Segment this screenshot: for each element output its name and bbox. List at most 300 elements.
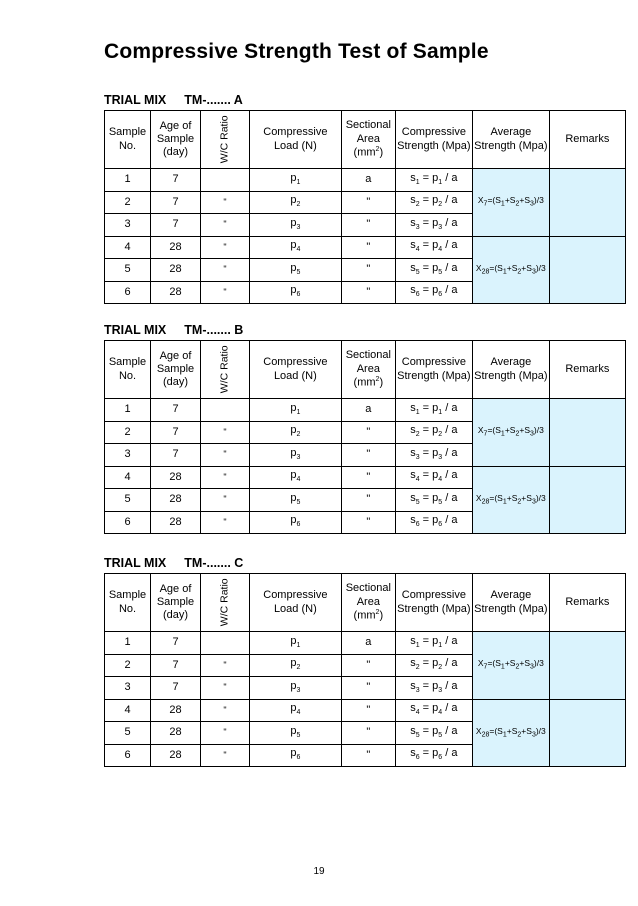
header-sectional-area (341, 574, 395, 632)
equals: = (419, 216, 433, 229)
load-cell (249, 744, 341, 767)
s-subscript: 3 (415, 454, 420, 462)
load-symbol: p (290, 171, 297, 184)
table-row (105, 399, 626, 422)
header-strength-line: Strength (Mpa) (397, 602, 471, 615)
divide-area: / a (442, 724, 458, 737)
ditto-mark: " (223, 196, 227, 207)
p-symbol: p (432, 469, 439, 482)
s-symbol: s (410, 469, 416, 482)
ditto-mark: " (223, 426, 227, 437)
s-symbol: s (410, 424, 416, 437)
equals: = (419, 261, 433, 274)
ditto-mark: " (223, 682, 227, 693)
age-cell: 28 (151, 699, 201, 722)
table-row (105, 236, 626, 259)
avg-close: )/3 (535, 725, 546, 736)
divide-area: / a (442, 679, 458, 692)
avg-close: )/3 (533, 425, 544, 436)
header-age-line: (day) (162, 376, 189, 389)
area-unit-close: ) (379, 609, 384, 622)
area-unit-exp: 2 (375, 145, 380, 153)
table-header-row (105, 111, 626, 169)
ditto-mark: " (223, 219, 227, 230)
divide-area: / a (442, 634, 458, 647)
load-subscript: 4 (296, 246, 301, 254)
p-subscript: 1 (438, 642, 443, 650)
equals: = (419, 747, 433, 760)
avg-x-sub: 7 (483, 663, 488, 671)
divide-area: / a (442, 284, 458, 297)
divide-area: / a (442, 469, 458, 482)
header-age (151, 111, 201, 169)
avg-s3: 3 (531, 731, 536, 739)
p-subscript: 3 (438, 454, 443, 462)
divide-area: / a (442, 194, 458, 207)
avg-s3: 3 (531, 268, 536, 276)
avg-x-sub: 28 (481, 731, 490, 739)
p-symbol: p (432, 261, 439, 274)
wc-ratio-label: W/C Ratio (218, 345, 231, 394)
sample-no-cell: 3 (105, 214, 151, 237)
avg-close: )/3 (533, 658, 544, 669)
area-unit-exp: 2 (375, 608, 380, 616)
trial-mix-text: TRIAL MIX (104, 93, 167, 107)
wc-ratio-cell (201, 511, 250, 534)
remarks-cell (549, 236, 625, 304)
header-age-line: Age of (159, 582, 192, 595)
s-subscript: 2 (415, 664, 420, 672)
header-compressive-load (249, 574, 341, 632)
avg-s2: 2 (517, 268, 522, 276)
area-cell: " (341, 677, 395, 700)
average-x7-cell (472, 632, 549, 700)
equals: = (419, 239, 433, 252)
wc-ratio-cell (201, 444, 250, 467)
header-wc-ratio (201, 341, 250, 399)
strength-formula-cell (395, 654, 472, 677)
load-cell (249, 281, 341, 304)
remarks-label: Remarks (565, 362, 610, 375)
tm-code: TM-....... A (184, 93, 243, 107)
sample-no-cell: 2 (105, 421, 151, 444)
avg-plus1: +S (506, 262, 518, 273)
load-symbol: p (290, 657, 297, 670)
ditto-mark: " (223, 449, 227, 460)
s-subscript: 1 (415, 642, 420, 650)
strength-formula-cell (395, 214, 472, 237)
header-age-line: Sample (156, 595, 195, 608)
s-symbol: s (410, 514, 416, 527)
avg-plus2: +S (519, 195, 530, 206)
s-subscript: 1 (415, 409, 420, 417)
age-cell: 7 (151, 677, 201, 700)
p-subscript: 4 (438, 709, 443, 717)
wc-ratio-cell (201, 399, 250, 422)
ditto-mark: " (223, 241, 227, 252)
s-subscript: 4 (415, 246, 420, 254)
area-line: Sectional (345, 349, 391, 362)
avg-plus1: +S (506, 492, 518, 503)
area-cell: " (341, 466, 395, 489)
age-cell: 28 (151, 489, 201, 512)
header-compressive-strength (395, 111, 472, 169)
avg-open: =(S (489, 262, 503, 273)
avg-s1: 1 (500, 430, 505, 438)
equals: = (419, 634, 433, 647)
strength-formula-cell (395, 259, 472, 282)
s-symbol: s (410, 702, 416, 715)
header-average-strength (472, 341, 549, 399)
load-symbol: p (290, 634, 297, 647)
equals: = (419, 657, 433, 670)
avg-close: )/3 (535, 492, 546, 503)
header-average-line: Average (490, 356, 532, 369)
wc-ratio-cell (201, 421, 250, 444)
load-symbol: p (290, 261, 297, 274)
header-sample-line: No. (118, 602, 137, 615)
strength-formula-cell (395, 677, 472, 700)
trial-mix-label (104, 556, 243, 570)
header-compressive-load (249, 341, 341, 399)
avg-plus2: +S (521, 262, 532, 273)
area-cell: " (341, 489, 395, 512)
trial-mix-label (104, 93, 243, 107)
header-average-line: Average (490, 589, 532, 602)
p-symbol: p (432, 634, 439, 647)
avg-plus2: +S (521, 492, 532, 503)
ditto-mark: " (223, 727, 227, 738)
divide-area: / a (442, 261, 458, 274)
avg-s1: 1 (502, 498, 507, 506)
sample-no-cell: 1 (105, 169, 151, 192)
page-title: Compressive Strength Test of Sample (104, 40, 489, 63)
ditto-mark: " (223, 264, 227, 275)
sample-no-cell: 2 (105, 654, 151, 677)
p-symbol: p (432, 401, 439, 414)
avg-open: =(S (487, 195, 501, 206)
header-remarks (549, 111, 625, 169)
divide-area: / a (442, 401, 458, 414)
average-x28-cell (472, 236, 549, 304)
load-symbol: p (290, 679, 297, 692)
load-symbol: p (290, 446, 297, 459)
s-symbol: s (410, 747, 416, 760)
p-subscript: 2 (438, 201, 443, 209)
area-line: Area (356, 362, 380, 375)
wc-ratio-cell (201, 214, 250, 237)
sample-no-cell: 3 (105, 677, 151, 700)
remarks-label: Remarks (565, 132, 610, 145)
wc-ratio-cell (201, 259, 250, 282)
strength-formula-cell (395, 421, 472, 444)
load-subscript: 1 (296, 642, 301, 650)
divide-area: / a (442, 747, 458, 760)
ditto-mark: " (223, 516, 227, 527)
s-symbol: s (410, 491, 416, 504)
sample-no-cell: 5 (105, 722, 151, 745)
load-subscript: 2 (296, 201, 301, 209)
load-cell (249, 722, 341, 745)
age-cell: 7 (151, 191, 201, 214)
avg-s3: 3 (530, 200, 534, 208)
s-symbol: s (410, 216, 416, 229)
strength-formula-cell (395, 489, 472, 512)
load-symbol: p (290, 424, 297, 437)
load-symbol: p (290, 401, 297, 414)
ditto-mark: " (223, 471, 227, 482)
s-symbol: s (410, 634, 416, 647)
table-header-row (105, 341, 626, 399)
equals: = (419, 284, 433, 297)
age-cell: 28 (151, 281, 201, 304)
sample-no-cell: 5 (105, 259, 151, 282)
age-cell: 28 (151, 722, 201, 745)
page-number: 19 (313, 866, 325, 877)
header-age-line: (day) (162, 609, 189, 622)
load-symbol: p (290, 491, 297, 504)
ditto-mark: " (223, 286, 227, 297)
s-subscript: 5 (415, 499, 420, 507)
avg-plus2: +S (519, 658, 530, 669)
age-cell: 7 (151, 399, 201, 422)
divide-area: / a (442, 702, 458, 715)
avg-s2: 2 (515, 200, 520, 208)
avg-plus2: +S (521, 725, 532, 736)
p-symbol: p (432, 171, 439, 184)
header-age-line: Sample (156, 362, 195, 375)
divide-area: / a (442, 491, 458, 504)
avg-plus1: +S (506, 725, 518, 736)
header-load-line: Compressive (263, 589, 328, 602)
wc-ratio-cell (201, 699, 250, 722)
avg-close: )/3 (535, 262, 546, 273)
s-subscript: 4 (415, 476, 420, 484)
p-subscript: 5 (438, 269, 443, 277)
p-subscript: 6 (438, 521, 443, 529)
s-symbol: s (410, 239, 416, 252)
avg-close: )/3 (533, 195, 544, 206)
wc-ratio-cell (201, 236, 250, 259)
divide-area: / a (442, 446, 458, 459)
avg-x: X (477, 195, 484, 206)
area-cell: " (341, 236, 395, 259)
avg-s1: 1 (500, 663, 505, 671)
table-row (105, 466, 626, 489)
strength-formula-cell (395, 444, 472, 467)
ditto-mark: " (223, 659, 227, 670)
avg-s3: 3 (530, 430, 534, 438)
header-age (151, 341, 201, 399)
avg-plus1: +S (504, 425, 516, 436)
age-cell: 7 (151, 169, 201, 192)
age-cell: 7 (151, 654, 201, 677)
p-symbol: p (432, 702, 439, 715)
avg-plus2: +S (519, 425, 530, 436)
wc-ratio-cell (201, 191, 250, 214)
p-subscript: 4 (438, 246, 443, 254)
trial-mix-text: TRIAL MIX (104, 323, 167, 337)
p-subscript: 3 (438, 687, 443, 695)
header-compressive-load (249, 111, 341, 169)
wc-ratio-cell (201, 169, 250, 192)
avg-x-sub: 7 (483, 430, 488, 438)
wc-ratio-cell (201, 744, 250, 767)
p-symbol: p (432, 446, 439, 459)
equals: = (419, 469, 433, 482)
equals: = (419, 514, 433, 527)
header-average-line: Strength (Mpa) (474, 369, 548, 382)
wc-ratio-cell (201, 489, 250, 512)
p-symbol: p (432, 724, 439, 737)
sample-no-cell: 4 (105, 466, 151, 489)
p-symbol: p (432, 747, 439, 760)
load-symbol: p (290, 747, 297, 760)
sample-no-cell: 3 (105, 444, 151, 467)
header-sample-no (105, 341, 151, 399)
remarks-cell (549, 169, 625, 237)
s-symbol: s (410, 401, 416, 414)
load-symbol: p (290, 724, 297, 737)
area-cell: " (341, 654, 395, 677)
remarks-cell (549, 699, 625, 767)
avg-x: X (477, 425, 484, 436)
age-cell: 28 (151, 236, 201, 259)
header-average-line: Average (490, 126, 532, 139)
age-cell: 28 (151, 466, 201, 489)
load-symbol: p (290, 514, 297, 527)
header-compressive-strength (395, 574, 472, 632)
strength-formula-cell (395, 399, 472, 422)
equals: = (419, 491, 433, 504)
avg-s2: 2 (515, 430, 520, 438)
s-symbol: s (410, 261, 416, 274)
divide-area: / a (442, 239, 458, 252)
s-subscript: 6 (415, 754, 420, 762)
s-subscript: 3 (415, 687, 420, 695)
s-subscript: 5 (415, 732, 420, 740)
p-symbol: p (432, 284, 439, 297)
load-cell (249, 511, 341, 534)
header-load-line: Load (N) (273, 369, 317, 382)
load-cell (249, 236, 341, 259)
header-sample-no (105, 111, 151, 169)
header-sample-line: No. (118, 369, 137, 382)
wc-ratio-cell (201, 466, 250, 489)
header-remarks (549, 341, 625, 399)
avg-open: =(S (487, 425, 501, 436)
load-subscript: 5 (296, 732, 301, 740)
load-subscript: 1 (296, 409, 301, 417)
header-load-line: Compressive (263, 356, 328, 369)
area-cell: a (341, 632, 395, 655)
load-cell (249, 169, 341, 192)
header-compressive-strength (395, 341, 472, 399)
header-load-line: Load (N) (273, 602, 317, 615)
table-header-row (105, 574, 626, 632)
compressive-strength-table (104, 573, 626, 767)
load-cell (249, 466, 341, 489)
wc-ratio-cell (201, 654, 250, 677)
header-sample-line: No. (118, 139, 137, 152)
average-x28-cell (472, 466, 549, 534)
header-sectional-area (341, 111, 395, 169)
header-strength-line: Compressive (401, 356, 466, 369)
strength-formula-cell (395, 744, 472, 767)
avg-s1: 1 (500, 200, 505, 208)
load-cell (249, 654, 341, 677)
p-subscript: 2 (438, 431, 443, 439)
header-average-line: Strength (Mpa) (474, 139, 548, 152)
s-subscript: 5 (415, 269, 420, 277)
header-age-line: (day) (162, 146, 189, 159)
avg-open: =(S (489, 725, 503, 736)
average-x7-cell (472, 399, 549, 467)
p-symbol: p (432, 216, 439, 229)
divide-area: / a (442, 514, 458, 527)
wc-ratio-cell (201, 632, 250, 655)
p-symbol: p (432, 239, 439, 252)
equals: = (419, 702, 433, 715)
ditto-mark: " (223, 749, 227, 760)
sample-no-cell: 2 (105, 191, 151, 214)
s-symbol: s (410, 657, 416, 670)
area-cell: " (341, 281, 395, 304)
header-age-line: Age of (159, 119, 192, 132)
avg-x-sub: 7 (483, 200, 488, 208)
area-unit: (mm (353, 146, 376, 159)
load-cell (249, 444, 341, 467)
remarks-cell (549, 632, 625, 700)
header-age (151, 574, 201, 632)
avg-s1: 1 (502, 268, 507, 276)
header-strength-line: Strength (Mpa) (397, 369, 471, 382)
area-cell: a (341, 169, 395, 192)
equals: = (419, 194, 433, 207)
header-age-line: Age of (159, 349, 192, 362)
avg-x-sub: 28 (481, 268, 490, 276)
load-symbol: p (290, 469, 297, 482)
p-subscript: 6 (438, 754, 443, 762)
avg-s3: 3 (531, 498, 536, 506)
p-symbol: p (432, 657, 439, 670)
load-symbol: p (290, 216, 297, 229)
load-cell (249, 699, 341, 722)
avg-x: X (475, 492, 482, 503)
load-cell (249, 677, 341, 700)
strength-formula-cell (395, 191, 472, 214)
header-sample-line: Sample (108, 356, 147, 369)
avg-s2: 2 (517, 731, 522, 739)
header-strength-line: Compressive (401, 589, 466, 602)
p-symbol: p (432, 514, 439, 527)
wc-ratio-cell (201, 722, 250, 745)
avg-open: =(S (489, 492, 503, 503)
header-strength-line: Compressive (401, 126, 466, 139)
tm-code: TM-....... C (184, 556, 244, 570)
table-row (105, 169, 626, 192)
area-line: Sectional (345, 582, 391, 595)
average-x28-cell (472, 699, 549, 767)
sample-no-cell: 5 (105, 489, 151, 512)
area-cell: " (341, 191, 395, 214)
load-subscript: 5 (296, 499, 301, 507)
s-subscript: 6 (415, 291, 420, 299)
strength-formula-cell (395, 511, 472, 534)
equals: = (419, 171, 433, 184)
load-subscript: 4 (296, 476, 301, 484)
wc-ratio-label: W/C Ratio (218, 115, 231, 164)
